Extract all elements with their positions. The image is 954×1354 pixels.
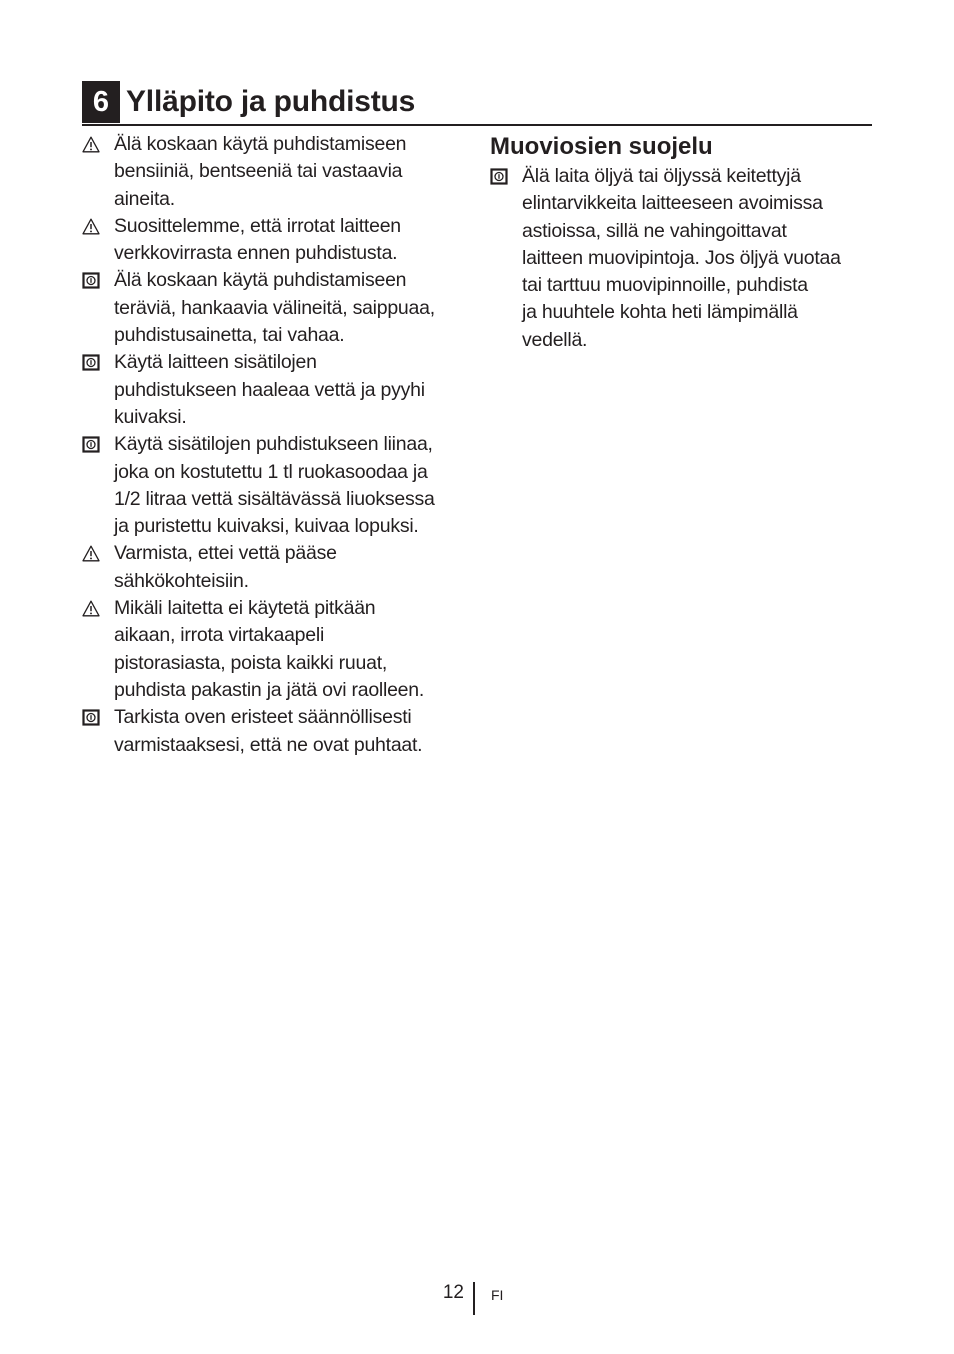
text-line: Käytä laitteen sisätilojen — [114, 351, 317, 374]
text-line: puhdistukseen haaleaa vettä ja pyyhi — [114, 378, 425, 401]
text-line: varmistaaksesi, että ne ovat puhtaat. — [114, 733, 423, 756]
text-line: sähkökohteisiin. — [114, 569, 249, 592]
list-item-text — [114, 540, 474, 595]
list-item — [82, 267, 474, 349]
subsection-title: Muoviosien suojelu — [490, 133, 713, 160]
text-line: astioissa, sillä ne vahingoittavat — [522, 219, 787, 242]
text-line: tai tarttuu muovipinnoille, puhdista — [522, 274, 808, 297]
warning-icon — [82, 540, 114, 567]
section-heading — [82, 80, 872, 126]
section-title: Ylläpito ja puhdistus — [126, 85, 416, 118]
text-line: aikaan, irrota virtakaapeli — [114, 624, 325, 647]
list-item — [82, 595, 474, 704]
left-column — [82, 131, 474, 759]
list-item — [82, 213, 474, 268]
right-column — [490, 131, 880, 354]
text-line: 1/2 litraa vettä sisältävässä liuoksessa — [114, 487, 435, 510]
list-item-text — [114, 349, 474, 431]
list-item-text — [114, 595, 474, 704]
list-item — [82, 131, 474, 213]
warning-icon — [82, 595, 114, 622]
text-line: ja puristettu kuivaksi, kuivaa lopuksi. — [114, 515, 419, 538]
list-item — [82, 540, 474, 595]
text-line: aineita. — [114, 187, 175, 210]
list-item — [82, 349, 474, 431]
text-line: Suosittelemme, että irrotat laitteen — [114, 214, 401, 237]
text-line: laitteen muovipintoja. Jos öljyä vuotaa — [522, 246, 841, 269]
text-line: verkkovirrasta ennen puhdistusta. — [114, 242, 398, 265]
text-line: Varmista, ettei vettä pääse — [114, 542, 337, 565]
text-line: vedellä. — [522, 328, 588, 351]
list-item — [82, 704, 474, 759]
text-line: Tarkista oven eristeet säännöllisesti — [114, 706, 412, 729]
list-item-text — [114, 213, 474, 268]
text-line: elintarvikkeita laitteeseen avoimissa — [522, 192, 823, 215]
page-number: 12 — [442, 1282, 464, 1303]
subsection-items — [490, 163, 880, 354]
text-line: Älä koskaan käytä puhdistamiseen — [114, 133, 407, 155]
list-item-text — [114, 267, 474, 349]
text-line: bensiiniä, bentseeniä tai vastaavia — [114, 160, 403, 183]
text-line: pistorasiasta, poista kaikki ruuat, — [114, 651, 388, 674]
text-line: kuivaksi. — [114, 405, 187, 428]
info-icon — [490, 163, 522, 190]
text-line: ja huuhtele kohta heti lämpimällä — [522, 301, 798, 324]
info-icon — [82, 431, 114, 458]
list-item-text — [114, 131, 474, 213]
warning-icon — [82, 131, 114, 158]
text-line: puhdistusainetta, tai vahaa. — [114, 324, 345, 347]
list-item-text — [522, 163, 880, 354]
list-item — [490, 163, 880, 354]
info-icon — [82, 349, 114, 376]
footer-divider — [473, 1282, 475, 1315]
language-code: FI — [491, 1287, 504, 1303]
text-line: Älä koskaan käytä puhdistamiseen — [114, 269, 407, 292]
text-line: Käytä sisätilojen puhdistukseen liinaa, — [114, 433, 433, 456]
text-line: Älä laita öljyä tai öljyssä keitettyjä — [522, 165, 801, 187]
warning-icon — [82, 213, 114, 240]
list-item — [82, 431, 474, 540]
text-line: Mikäli laitetta ei käytetä pitkään — [114, 597, 376, 620]
text-line: teräviä, hankaavia välineitä, saippuaa, — [114, 296, 435, 319]
section-number: 6 — [82, 81, 120, 123]
info-icon — [82, 704, 114, 731]
info-icon — [82, 267, 114, 294]
text-line: puhdista pakastin ja jätä ovi raolleen. — [114, 678, 425, 701]
text-line: joka on kostutettu 1 tl ruokasoodaa ja — [114, 460, 428, 483]
list-item-text — [114, 431, 474, 540]
list-item-text — [114, 704, 474, 759]
